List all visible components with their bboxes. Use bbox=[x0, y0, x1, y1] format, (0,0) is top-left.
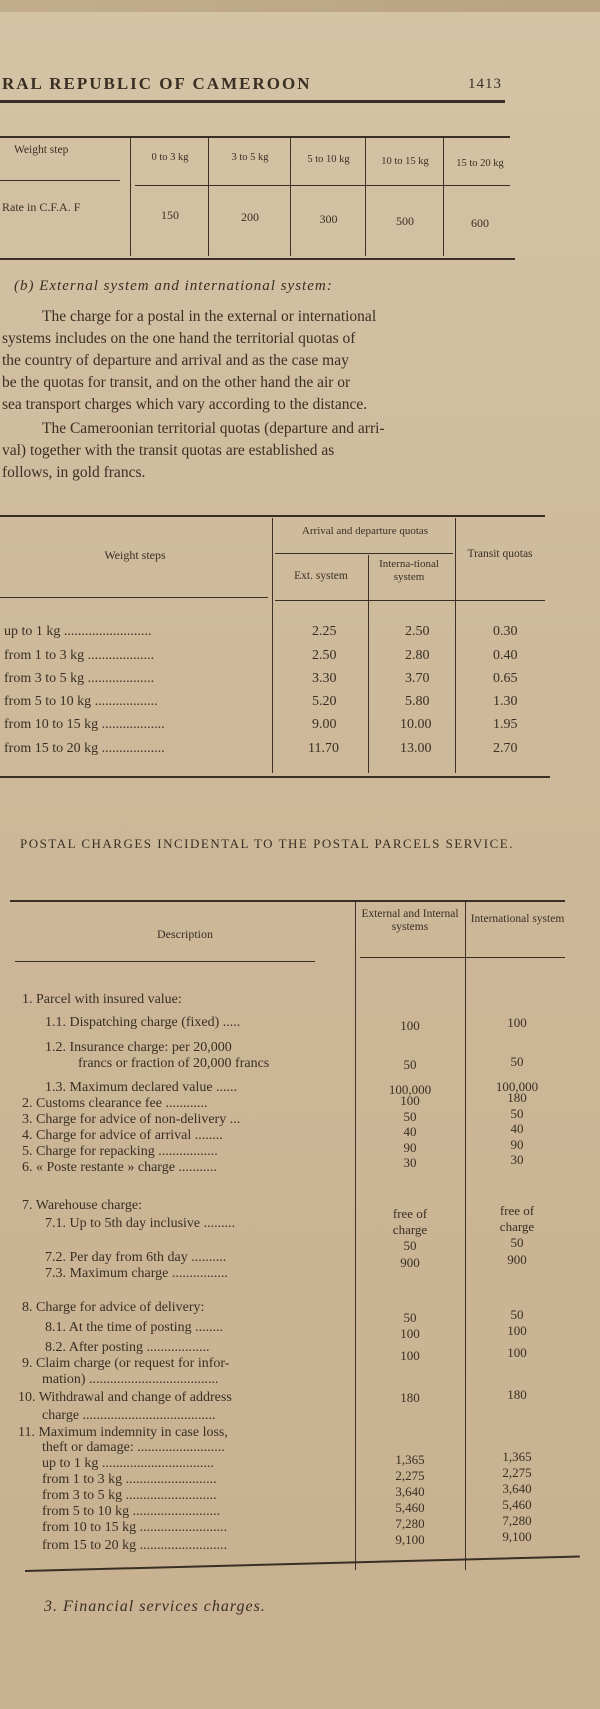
parcel-int-value: free of bbox=[499, 1203, 535, 1218]
parcel-int-value: 100 bbox=[507, 1015, 527, 1030]
weight-step-label: Weight step bbox=[14, 144, 69, 156]
parcel-row-text: from 15 to 20 kg ......................... bbox=[42, 1538, 228, 1553]
paragraph-line: sea transport charges which vary according to the distance. bbox=[2, 396, 368, 413]
parcel-row-text: up to 1 kg ................................ bbox=[42, 1456, 214, 1471]
col-divider bbox=[465, 902, 466, 1570]
ext-value: 9.00 bbox=[312, 717, 337, 732]
running-title: RAL REPUBLIC OF CAMEROON bbox=[2, 74, 312, 93]
parcel-ext-value: 3,640 bbox=[395, 1484, 425, 1499]
parcel-ext-value: 30 bbox=[403, 1155, 417, 1170]
parcel-ext-value: 180 bbox=[400, 1390, 420, 1405]
parcel-ext-value: 40 bbox=[403, 1124, 417, 1139]
table-top-rule bbox=[10, 900, 565, 902]
col-divider bbox=[355, 902, 356, 1570]
parcel-int-value: 3,640 bbox=[502, 1481, 532, 1496]
parcel-ext-value: 2,275 bbox=[395, 1468, 425, 1483]
rate-value: 500 bbox=[396, 214, 414, 228]
ext-value: 11.70 bbox=[308, 741, 339, 756]
group-underline bbox=[275, 553, 453, 554]
parcels-section-title: POSTAL CHARGES INCIDENTAL TO THE POSTAL PARCELS SERVICE. bbox=[20, 836, 514, 851]
quota-row bbox=[0, 624, 560, 646]
header-underline bbox=[360, 957, 565, 958]
parcel-int-value: 180 bbox=[507, 1387, 527, 1402]
row-label: from 5 to 10 kg .................. bbox=[4, 694, 158, 709]
ext-value: 2.25 bbox=[312, 624, 337, 639]
col-divider bbox=[208, 138, 209, 256]
parcel-row-text: theft or damage: ......................... bbox=[42, 1440, 225, 1455]
parcel-ext-value: 100 bbox=[400, 1326, 420, 1341]
column-header: 5 to 10 kg bbox=[307, 154, 350, 165]
parcel-ext-value: 9,100 bbox=[395, 1532, 425, 1547]
parcel-ext-value: 50 bbox=[403, 1057, 417, 1072]
parcel-int-value: 50 bbox=[510, 1054, 524, 1069]
parcel-row-text: from 1 to 3 kg .......................... bbox=[42, 1472, 217, 1487]
parcel-row-text: charge ...................................... bbox=[42, 1408, 216, 1423]
ext-value: 3.30 bbox=[312, 671, 337, 686]
transit-value: 0.65 bbox=[493, 671, 518, 686]
col-description: Description bbox=[157, 927, 213, 941]
col-weight-steps: Weight steps bbox=[104, 548, 166, 562]
header-rule bbox=[0, 100, 505, 103]
paragraph-line: val) together with the transit quotas are established as bbox=[2, 442, 335, 459]
int-value: 13.00 bbox=[400, 741, 432, 756]
parcel-ext-value: 5,460 bbox=[395, 1500, 425, 1515]
column-header: 10 to 15 kg bbox=[381, 156, 429, 167]
parcel-ext-value: 100 bbox=[400, 1348, 420, 1363]
column-header: 3 to 5 kg bbox=[231, 152, 269, 163]
header-underline bbox=[135, 185, 510, 186]
transit-value: 2.70 bbox=[493, 741, 518, 756]
parcel-int-value: 900 bbox=[507, 1252, 527, 1267]
column-header: 0 to 3 kg bbox=[151, 152, 189, 163]
paragraph-line: follows, in gold francs. bbox=[2, 464, 146, 481]
parcel-ext-value: free of bbox=[392, 1206, 428, 1221]
parcel-int-value: 50 bbox=[510, 1235, 524, 1250]
parcel-int-value: 180 bbox=[507, 1090, 527, 1105]
parcel-row-text: 8. Charge for advice of delivery: bbox=[22, 1300, 205, 1315]
header-underline bbox=[275, 600, 545, 601]
quota-row bbox=[0, 717, 560, 739]
parcel-ext-value: 50 bbox=[403, 1310, 417, 1325]
parcel-row-text: 7. Warehouse charge: bbox=[22, 1198, 143, 1213]
parcel-ext-value: 100 bbox=[400, 1018, 420, 1033]
ext-value: 5.20 bbox=[312, 694, 337, 709]
parcel-ext-value: 90 bbox=[403, 1140, 417, 1155]
parcel-row-text: 7.3. Maximum charge ................ bbox=[45, 1266, 228, 1281]
parcel-int-value: 50 bbox=[510, 1106, 524, 1121]
col-transit-quotas: Transit quotas bbox=[467, 548, 533, 560]
table-top-rule bbox=[0, 515, 545, 517]
parcel-int-value: 30 bbox=[510, 1152, 524, 1167]
int-value: 5.80 bbox=[405, 694, 430, 709]
int-value: 10.00 bbox=[400, 717, 432, 732]
parcel-int-value: 100 bbox=[507, 1345, 527, 1360]
row-label: from 3 to 5 kg ................... bbox=[4, 671, 155, 686]
page-header bbox=[0, 70, 600, 100]
parcel-row-text: 8.2. After posting .................. bbox=[45, 1340, 210, 1355]
quota-row bbox=[0, 741, 560, 763]
parcel-row-text: 6. « Poste restante » charge ........... bbox=[22, 1160, 217, 1175]
parcel-int-value: 7,280 bbox=[502, 1513, 532, 1528]
parcel-int-value: 9,100 bbox=[502, 1529, 532, 1544]
parcel-int-value: 5,460 bbox=[502, 1497, 532, 1512]
table-top-rule bbox=[0, 136, 510, 138]
paragraph-line: The Cameroonian territorial quotas (departure and arri- bbox=[42, 420, 385, 437]
parcel-int-value: 90 bbox=[510, 1137, 524, 1152]
parcel-row-text: 3. Charge for advice of non-delivery ... bbox=[22, 1112, 241, 1127]
rate-label: Rate in C.F.A. F bbox=[2, 200, 81, 214]
column-header: 15 to 20 kg bbox=[456, 158, 504, 169]
table-bottom-rule bbox=[25, 1555, 580, 1572]
parcel-int-value: 1,365 bbox=[502, 1449, 532, 1464]
col-divider bbox=[130, 138, 131, 256]
rate-value: 150 bbox=[161, 208, 179, 222]
header-underline bbox=[15, 961, 315, 962]
header-underline bbox=[0, 597, 268, 598]
quota-row bbox=[0, 671, 560, 693]
paragraph-line: the country of departure and arrival and as the case may bbox=[2, 352, 349, 369]
row-label: up to 1 kg ......................... bbox=[4, 624, 152, 639]
parcel-int-value: 40 bbox=[510, 1121, 524, 1136]
table-bottom-rule bbox=[0, 258, 515, 260]
transit-value: 0.30 bbox=[493, 624, 518, 639]
col-divider bbox=[290, 138, 291, 256]
parcel-int-value: 2,275 bbox=[502, 1465, 532, 1480]
paragraph-line: The charge for a postal in the external or international bbox=[42, 308, 377, 325]
row-label: from 15 to 20 kg .................. bbox=[4, 741, 165, 756]
parcel-row-text: from 5 to 10 kg ......................... bbox=[42, 1504, 221, 1519]
int-value: 3.70 bbox=[405, 671, 430, 686]
int-value: 2.80 bbox=[405, 648, 430, 663]
transit-value: 1.95 bbox=[493, 717, 518, 732]
section-b-paragraph-1 bbox=[2, 306, 532, 416]
parcel-row-text: 7.2. Per day from 6th day .......... bbox=[45, 1250, 227, 1265]
parcel-row-text: 5. Charge for repacking ................. bbox=[22, 1144, 218, 1159]
rate-value: 200 bbox=[241, 210, 259, 224]
parcel-row-text: from 10 to 15 kg ......................... bbox=[42, 1520, 228, 1535]
quota-row bbox=[0, 694, 560, 716]
parcel-row-text: 10. Withdrawal and change of address bbox=[18, 1390, 232, 1405]
parcel-row-text: 2. Customs clearance fee ............ bbox=[22, 1096, 208, 1111]
parcel-ext-value: 50 bbox=[403, 1238, 417, 1253]
col-external-internal: External and Internal systems bbox=[361, 908, 459, 933]
paragraph-line: systems includes on the one hand the territorial quotas of bbox=[2, 330, 356, 347]
ext-value: 2.50 bbox=[312, 648, 337, 663]
col-arrival-departure: Arrival and departure quotas bbox=[301, 525, 429, 537]
header-underline bbox=[0, 180, 120, 181]
page-edge bbox=[0, 0, 600, 12]
financial-services-heading: 3. Financial services charges. bbox=[44, 1598, 266, 1615]
parcel-row-text: 1.1. Dispatching charge (fixed) ..... bbox=[45, 1015, 241, 1030]
parcel-row-text: 9. Claim charge (or request for infor- bbox=[22, 1356, 230, 1371]
rate-value: 600 bbox=[471, 216, 489, 230]
rate-value: 300 bbox=[319, 212, 338, 226]
parcel-row-text: 11. Maximum indemnity in case loss, bbox=[18, 1425, 228, 1440]
parcel-row-text: 7.1. Up to 5th day inclusive ......... bbox=[45, 1216, 236, 1231]
parcel-int-value: 100,000 bbox=[495, 1079, 539, 1094]
col-ext-system: Ext. system bbox=[294, 570, 348, 582]
parcel-ext-value: charge bbox=[392, 1222, 428, 1237]
parcel-row-text: mation) ..................................... bbox=[42, 1372, 219, 1387]
parcel-ext-value: 50 bbox=[403, 1109, 417, 1124]
parcel-int-value: charge bbox=[499, 1219, 535, 1234]
parcel-ext-value: 1,365 bbox=[395, 1452, 425, 1467]
parcel-int-value: 50 bbox=[510, 1307, 524, 1322]
quota-row bbox=[0, 648, 560, 670]
parcel-row-text: from 3 to 5 kg .......................... bbox=[42, 1488, 217, 1503]
page-number: 1413 bbox=[468, 76, 502, 92]
parcel-row-text: 4. Charge for advice of arrival ........ bbox=[22, 1128, 223, 1143]
paragraph-line: be the quotas for transit, and on the other hand the air or bbox=[2, 374, 351, 391]
section-b-paragraph-2 bbox=[2, 418, 532, 484]
parcel-ext-value: 100 bbox=[400, 1093, 420, 1108]
col-international: International system bbox=[470, 913, 565, 925]
table-bottom-rule bbox=[0, 776, 550, 778]
row-label: from 10 to 15 kg .................. bbox=[4, 717, 165, 732]
parcel-row-text: 1.3. Maximum declared value ...... bbox=[45, 1080, 238, 1095]
parcel-ext-value: 900 bbox=[400, 1255, 420, 1270]
section-b-heading: (b) External system and international system: bbox=[14, 278, 333, 294]
row-label: from 1 to 3 kg ................... bbox=[4, 648, 155, 663]
col-international-system: Interna-tional system bbox=[379, 558, 439, 583]
parcel-row-text: francs or fraction of 20,000 francs bbox=[78, 1056, 270, 1071]
parcel-ext-value: 100,000 bbox=[388, 1082, 432, 1097]
parcel-row-text: 8.1. At the time of posting ........ bbox=[45, 1320, 224, 1335]
parcel-int-value: 100 bbox=[507, 1323, 527, 1338]
parcel-ext-value: 7,280 bbox=[395, 1516, 425, 1531]
parcel-row-text: 1.2. Insurance charge: per 20,000 bbox=[45, 1040, 232, 1055]
col-divider bbox=[443, 138, 444, 256]
parcel-row-text: 1. Parcel with insured value: bbox=[22, 992, 182, 1007]
col-divider bbox=[365, 138, 366, 256]
int-value: 2.50 bbox=[405, 624, 430, 639]
transit-value: 0.40 bbox=[493, 648, 518, 663]
transit-value: 1.30 bbox=[493, 694, 518, 709]
